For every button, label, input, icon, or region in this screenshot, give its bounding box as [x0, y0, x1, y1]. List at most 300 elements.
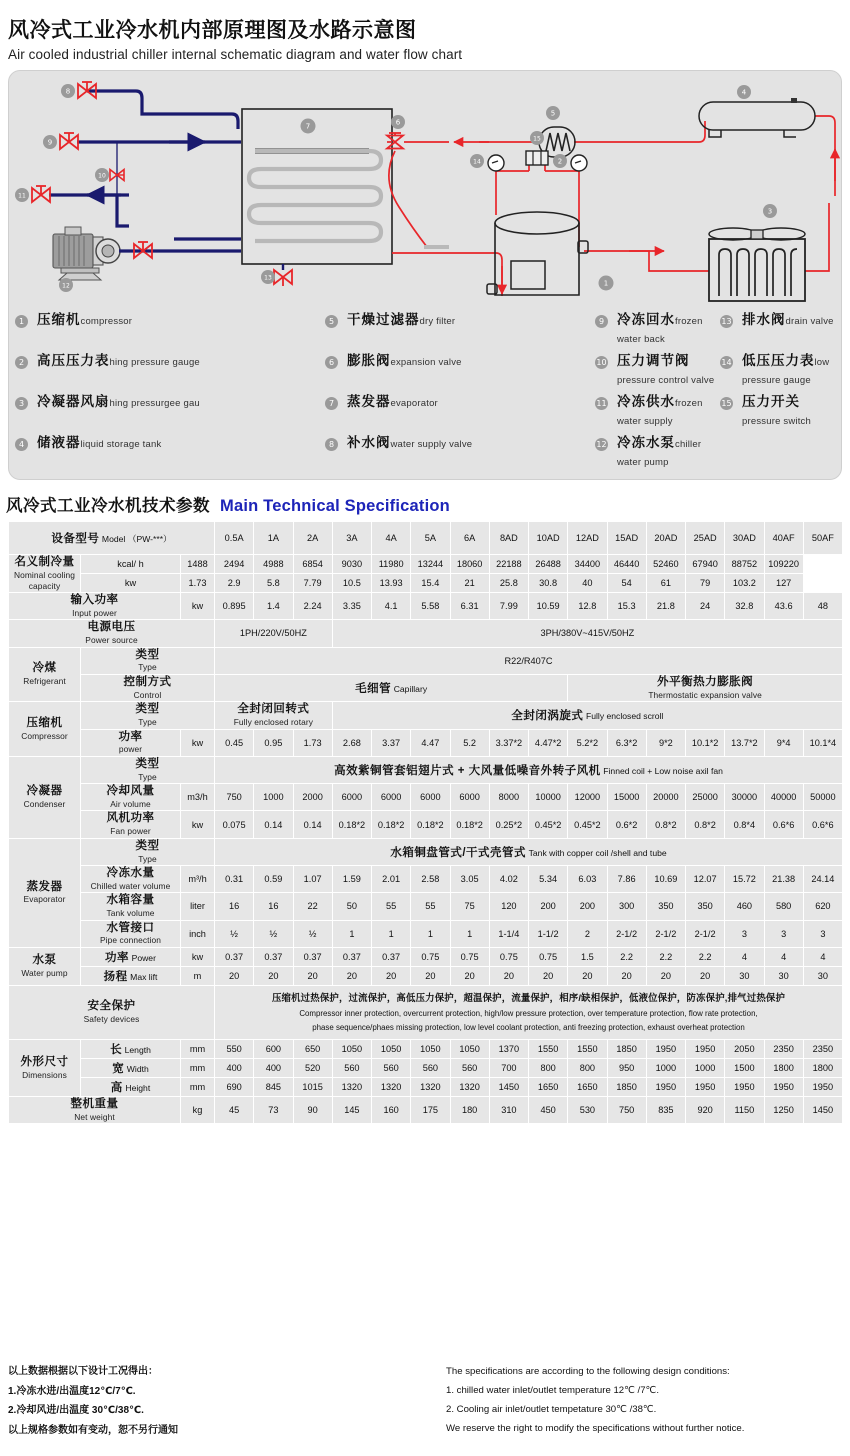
- cooling-kcal-40AF: 88752: [725, 555, 764, 574]
- legend-label-en: expansion valve: [390, 357, 462, 369]
- cooling-kw-8AD: 21: [450, 574, 489, 593]
- model-header-0.5A: 0.5A: [215, 522, 254, 555]
- input-power-6A: 6.31: [450, 593, 489, 620]
- legend-number-icon: 15: [721, 399, 732, 409]
- air-volume-5A: 6000: [411, 784, 450, 811]
- air-volume-8AD: 8000: [489, 784, 528, 811]
- chilled-water-40AF: 21.38: [764, 866, 803, 893]
- net-weight-3A: 145: [332, 1096, 371, 1123]
- max-lift-1A: 20: [254, 966, 293, 985]
- cooling-kw-15AD: 40: [568, 574, 607, 593]
- callout-2: [553, 154, 567, 168]
- pipe-connection-6A: 1: [450, 920, 489, 947]
- legend-label-cn: 排水阀: [742, 312, 786, 328]
- compressor-power-25AD: 10.1*2: [686, 729, 725, 756]
- legend-label-cn: 储液器: [37, 435, 81, 451]
- input-power-50AF: 48: [803, 593, 842, 620]
- legend-number-icon: 5: [325, 315, 338, 328]
- legend-label-en: drain valve: [785, 316, 834, 328]
- table-row: [9, 947, 843, 966]
- pump-power-15AD: 2.2: [607, 947, 646, 966]
- table-row: [9, 574, 843, 593]
- table-row: [9, 866, 843, 893]
- compressor-power-8AD: 3.37*2: [489, 729, 528, 756]
- height-3A: 1320: [332, 1077, 371, 1096]
- high-pressure-gauge: [571, 155, 587, 171]
- chilled-water-0.5A: 0.31: [215, 866, 254, 893]
- spec-title-en: Main Technical Specification: [220, 497, 450, 516]
- max-lift-2A: 20: [293, 966, 332, 985]
- air-volume-20AD: 20000: [646, 784, 685, 811]
- notes-english: [404, 1366, 842, 1444]
- legend-label-en: frozen water supply: [617, 398, 703, 428]
- width-8AD: 700: [489, 1058, 528, 1077]
- note-en-1: 1. chilled water inlet/outlet temperature 12℃ /7℃.: [446, 1384, 659, 1396]
- chilled-water-20AD: 10.69: [646, 866, 685, 893]
- input-power-20AD: 21.8: [646, 593, 685, 620]
- callout-14: [470, 154, 484, 168]
- max-lift-10AD: 20: [529, 966, 568, 985]
- compressor-power-2A: 1.73: [293, 729, 332, 756]
- fan-power-6A: 0.18*2: [450, 811, 489, 838]
- low-pressure-gauge: [488, 155, 504, 171]
- legend-label-cn: 补水阀: [347, 435, 391, 451]
- max-lift-40AF: 30: [764, 966, 803, 985]
- legend-label-cn: 冷冻供水: [617, 394, 675, 410]
- legend-label-cn: 冷冻回水: [617, 312, 675, 328]
- legend-label-cn: 压力调节阀: [617, 353, 690, 369]
- input-power-4A: 4.1: [372, 593, 411, 620]
- chilled-water-6A: 3.05: [450, 866, 489, 893]
- unit-length: mm: [181, 1039, 215, 1058]
- pipe-connection-40AF: 3: [764, 920, 803, 947]
- input-power-0.5A: 0.895: [215, 593, 254, 620]
- cooling-kcal-0.5A: 1488: [181, 555, 215, 574]
- input-power-1A: 1.4: [254, 593, 293, 620]
- air-volume-1A: 1000: [254, 784, 293, 811]
- max-lift-20AD: 20: [646, 966, 685, 985]
- legend-label-en: water supply valve: [390, 439, 473, 451]
- compressor-power-3A: 2.68: [332, 729, 371, 756]
- chiller-water-pump: [53, 227, 120, 280]
- input-power-25AD: 24: [686, 593, 725, 620]
- value-evaporator-type: 水箱铜盘管式/干式壳管式 Tank with copper coil /shell and tube: [215, 838, 843, 865]
- table-row: [9, 784, 843, 811]
- value-power-source-three: 3PH/380V~415V/50HZ: [332, 620, 842, 647]
- chilled-water-3A: 1.59: [332, 866, 371, 893]
- pipe-connection-4A: 1: [372, 920, 411, 947]
- pump-power-6A: 0.75: [450, 947, 489, 966]
- legend-item-liquid-storage-tank: [15, 434, 325, 467]
- width-2A: 520: [293, 1058, 332, 1077]
- value-refrigerant-type: R22/R407C: [215, 647, 843, 674]
- input-power-8AD: 7.99: [489, 593, 528, 620]
- unit-kcal: kcal/ h: [81, 555, 181, 574]
- legend-item-evaporator: [325, 393, 595, 426]
- max-lift-6A: 20: [450, 966, 489, 985]
- model-header-30AD: 30AD: [725, 522, 764, 555]
- footer-notes: [8, 1366, 842, 1444]
- pipe-connection-5A: 1: [411, 920, 450, 947]
- legend-label-cn: 冷凝器风扇: [37, 394, 110, 410]
- group-compressor: 压缩机 Compressor: [9, 702, 81, 757]
- label-pump-power: 功率 Power: [81, 947, 181, 966]
- air-volume-40AF: 40000: [764, 784, 803, 811]
- legend-column-3: [595, 311, 720, 467]
- pipe-connection-15AD: 2-1/2: [607, 920, 646, 947]
- tank-volume-15AD: 300: [607, 893, 646, 920]
- value-safety-devices: 压缩机过热保护，过流保护，高低压力保护，超温保护，流量保护，相序/缺相保护，低液位保护，防冻保护,排气过热保护 Compressor inner protection, overcurrent protection, high/low pressure protection, over temperature protection, flow rate protection, phase sequence/phaes missing protection, low level coolant protection, anti freezing protection, exhaust overheat protection: [215, 985, 843, 1039]
- length-5A: 1050: [411, 1039, 450, 1058]
- legend-label-cn: 干燥过滤器: [347, 312, 420, 328]
- table-row: [9, 593, 843, 620]
- group-refrigerant: 冷煤 Refrigerant: [9, 647, 81, 702]
- group-evaporator: 蒸发器 Evaporator: [9, 838, 81, 947]
- note-en-0: The specifications are according to the following design conditions:: [446, 1366, 730, 1377]
- fan-power-15AD: 0.6*2: [607, 811, 646, 838]
- height-5A: 1320: [411, 1077, 450, 1096]
- table-row: [9, 985, 843, 1039]
- chilled-water-10AD: 5.34: [529, 866, 568, 893]
- tank-volume-2A: 22: [293, 893, 332, 920]
- air-volume-3A: 6000: [332, 784, 371, 811]
- pump-power-12AD: 1.5: [568, 947, 607, 966]
- width-5A: 560: [411, 1058, 450, 1077]
- label-cooling-capacity: 名义制冷量 Nominal cooling capacity: [9, 555, 81, 593]
- note-cn-2: 2.冷却风进/出温度 30℃/38℃.: [8, 1405, 144, 1416]
- fan-power-12AD: 0.45*2: [568, 811, 607, 838]
- model-header-20AD: 20AD: [646, 522, 685, 555]
- pump-power-5A: 0.75: [411, 947, 450, 966]
- pressure-switch: [526, 151, 548, 165]
- chilled-water-2A: 1.07: [293, 866, 332, 893]
- cooling-kcal-10AD: 22188: [489, 555, 528, 574]
- chilled-water-15AD: 7.86: [607, 866, 646, 893]
- height-12AD: 1650: [568, 1077, 607, 1096]
- label-pipe-connection: 水管接口 Pipe connection: [81, 920, 181, 947]
- pipe-connection-30AD: 3: [725, 920, 764, 947]
- pump-power-8AD: 0.75: [489, 947, 528, 966]
- value-condenser-type: 高效紫铜管套铝翅片式 + 大风量低噪音外转子风机 Finned coil + Low noise axil fan: [215, 756, 843, 783]
- model-header-6A: 6A: [450, 522, 489, 555]
- compressor-power-15AD: 6.3*2: [607, 729, 646, 756]
- svg-text:8: 8: [65, 87, 71, 96]
- unit-tank-volume: liter: [181, 893, 215, 920]
- compressor-power-50AF: 10.1*4: [803, 729, 842, 756]
- model-header-15AD: 15AD: [607, 522, 646, 555]
- net-weight-5A: 175: [411, 1096, 450, 1123]
- height-10AD: 1650: [529, 1077, 568, 1096]
- legend-number-icon: 6: [325, 356, 338, 369]
- length-2A: 650: [293, 1039, 332, 1058]
- legend-item-high-pressure-gauge: [15, 352, 325, 385]
- max-lift-8AD: 20: [489, 966, 528, 985]
- legend-label-cn: 高压压力表: [37, 353, 110, 369]
- length-15AD: 1850: [607, 1039, 646, 1058]
- svg-text:7: 7: [305, 122, 311, 131]
- width-20AD: 1000: [646, 1058, 685, 1077]
- label-compressor-type: 类型 Type: [81, 702, 215, 729]
- page-header: [0, 0, 850, 62]
- compressor-power-1A: 0.95: [254, 729, 293, 756]
- model-header-12AD: 12AD: [568, 522, 607, 555]
- width-30AD: 1500: [725, 1058, 764, 1077]
- label-length: 长 Length: [81, 1039, 181, 1058]
- legend-number-icon: 14: [721, 358, 732, 368]
- input-power-5A: 5.58: [411, 593, 450, 620]
- max-lift-30AD: 30: [725, 966, 764, 985]
- legend-number-icon: 1: [15, 315, 28, 328]
- tank-volume-5A: 55: [411, 893, 450, 920]
- max-lift-3A: 20: [332, 966, 371, 985]
- input-power-15AD: 15.3: [607, 593, 646, 620]
- liquid-storage-tank: [699, 98, 815, 137]
- cooling-kw-12AD: 30.8: [529, 574, 568, 593]
- table-row: [9, 555, 843, 574]
- label-width: 宽 Width: [81, 1058, 181, 1077]
- fan-power-0.5A: 0.075: [215, 811, 254, 838]
- table-row: [9, 756, 843, 783]
- svg-text:4: 4: [741, 88, 747, 97]
- spec-section-title: [6, 492, 850, 516]
- table-row: [9, 729, 843, 756]
- net-weight-6A: 180: [450, 1096, 489, 1123]
- pipe-connection-0.5A: ½: [215, 920, 254, 947]
- legend-label-cn: 低压压力表: [742, 353, 815, 369]
- value-control-tev: 外平衡热力膨胀阀 Thermostatic expansion valve: [568, 674, 843, 701]
- unit-kw-compressor: kw: [181, 729, 215, 756]
- input-power-2A: 2.24: [293, 593, 332, 620]
- table-row: [9, 966, 843, 985]
- chilled-water-8AD: 4.02: [489, 866, 528, 893]
- unit-fan-power: kw: [181, 811, 215, 838]
- label-evaporator-type: 类型 Type: [81, 838, 215, 865]
- pipe-connection-50AF: 3: [803, 920, 842, 947]
- model-header-10AD: 10AD: [529, 522, 568, 555]
- callout-15: [530, 131, 544, 145]
- label-air-volume: 冷却风量 Air volume: [81, 784, 181, 811]
- length-8AD: 1370: [489, 1039, 528, 1058]
- input-power-30AD: 32.8: [725, 593, 764, 620]
- legend-number-icon: 3: [15, 397, 28, 410]
- cooling-kw-1A: 2.9: [215, 574, 254, 593]
- water-circuit-2: [117, 195, 241, 239]
- max-lift-12AD: 20: [568, 966, 607, 985]
- net-weight-12AD: 530: [568, 1096, 607, 1123]
- cooling-kcal-25AD: 52460: [646, 555, 685, 574]
- diagram-legend: [15, 311, 835, 467]
- callout-12: [59, 278, 73, 292]
- table-row: [9, 674, 843, 701]
- air-volume-30AD: 30000: [725, 784, 764, 811]
- cooling-kw-6A: 15.4: [411, 574, 450, 593]
- cooling-kcal-15AD: 34400: [568, 555, 607, 574]
- cooling-kcal-2A: 4988: [254, 555, 293, 574]
- cooling-kcal-30AD: 67940: [686, 555, 725, 574]
- net-weight-1A: 73: [254, 1096, 293, 1123]
- max-lift-50AF: 30: [803, 966, 842, 985]
- unit-pipe-connection: inch: [181, 920, 215, 947]
- length-0.5A: 550: [215, 1039, 254, 1058]
- input-power-10AD: 10.59: [529, 593, 568, 620]
- model-header-2A: 2A: [293, 522, 332, 555]
- value-power-source-single: 1PH/220V/50HZ: [215, 620, 333, 647]
- tank-volume-40AF: 580: [764, 893, 803, 920]
- svg-text:12: 12: [62, 282, 70, 290]
- callout-11: [15, 188, 29, 202]
- label-refrigerant-type: 类型 Type: [81, 647, 215, 674]
- pump-power-2A: 0.37: [293, 947, 332, 966]
- callout-4: [737, 85, 751, 99]
- chilled-water-4A: 2.01: [372, 866, 411, 893]
- cooling-kw-25AD: 61: [646, 574, 685, 593]
- pump-power-40AF: 4: [764, 947, 803, 966]
- cooling-kcal-8AD: 18060: [450, 555, 489, 574]
- pipe-connection-12AD: 2: [568, 920, 607, 947]
- unit-kw-input: kw: [181, 593, 215, 620]
- tank-volume-1A: 16: [254, 893, 293, 920]
- fan-power-40AF: 0.6*6: [764, 811, 803, 838]
- chilled-water-25AD: 12.07: [686, 866, 725, 893]
- tank-volume-4A: 55: [372, 893, 411, 920]
- compressor-power-12AD: 5.2*2: [568, 729, 607, 756]
- air-volume-25AD: 25000: [686, 784, 725, 811]
- length-20AD: 1950: [646, 1039, 685, 1058]
- legend-number-icon: 9: [595, 315, 608, 328]
- legend-number-icon: 2: [15, 356, 28, 369]
- svg-text:1: 1: [603, 279, 609, 288]
- svg-text:14: 14: [473, 158, 481, 166]
- callout-1: [599, 276, 614, 291]
- legend-number-icon: 12: [596, 440, 607, 450]
- fan-power-50AF: 0.6*6: [803, 811, 842, 838]
- legend-label-en: pressure switch: [742, 416, 811, 428]
- height-50AF: 1950: [803, 1077, 842, 1096]
- pump-power-30AD: 4: [725, 947, 764, 966]
- legend-number-icon: 8: [325, 438, 338, 451]
- value-compressor-rotary: 全封闭回转式 Fully enclosed rotary: [215, 702, 333, 729]
- tank-volume-50AF: 620: [803, 893, 842, 920]
- length-50AF: 2350: [803, 1039, 842, 1058]
- tank-volume-3A: 50: [332, 893, 371, 920]
- condenser-fan-unit: [709, 228, 805, 301]
- label-condenser-type: 类型 Type: [81, 756, 215, 783]
- net-weight-50AF: 1450: [803, 1096, 842, 1123]
- net-weight-8AD: 310: [489, 1096, 528, 1123]
- pipe-connection-2A: ½: [293, 920, 332, 947]
- callout-9: [43, 135, 57, 149]
- height-15AD: 1850: [607, 1077, 646, 1096]
- max-lift-15AD: 20: [607, 966, 646, 985]
- legend-item-pressure-switch: [720, 393, 835, 426]
- net-weight-2A: 90: [293, 1096, 332, 1123]
- pump-power-50AF: 4: [803, 947, 842, 966]
- model-header-1A: 1A: [254, 522, 293, 555]
- label-safety-devices: 安全保护 Safety devices: [9, 985, 215, 1039]
- air-volume-2A: 2000: [293, 784, 332, 811]
- table-row: [9, 522, 843, 555]
- legend-item-frozen-water-back: [595, 311, 720, 344]
- length-40AF: 2350: [764, 1039, 803, 1058]
- net-weight-4A: 160: [372, 1096, 411, 1123]
- group-water-pump: 水泵 Water pump: [9, 947, 81, 985]
- tank-volume-25AD: 350: [686, 893, 725, 920]
- callout-10: [95, 168, 109, 182]
- input-power-40AF: 43.6: [764, 593, 803, 620]
- diagram-callouts: [15, 84, 777, 292]
- length-25AD: 1950: [686, 1039, 725, 1058]
- tank-volume-6A: 75: [450, 893, 489, 920]
- svg-text:10: 10: [98, 172, 106, 180]
- net-weight-10AD: 450: [529, 1096, 568, 1123]
- unit-height: mm: [181, 1077, 215, 1096]
- max-lift-5A: 20: [411, 966, 450, 985]
- table-row: [9, 702, 843, 729]
- length-1A: 600: [254, 1039, 293, 1058]
- width-40AF: 1800: [764, 1058, 803, 1077]
- fan-power-2A: 0.14: [293, 811, 332, 838]
- technical-specification-table: [8, 521, 843, 1124]
- label-power-source: 电源电压 Power source: [9, 620, 215, 647]
- width-15AD: 950: [607, 1058, 646, 1077]
- pump-power-0.5A: 0.37: [215, 947, 254, 966]
- schematic-diagram-panel: [8, 70, 842, 480]
- svg-text:2: 2: [557, 157, 563, 166]
- chilled-water-1A: 0.59: [254, 866, 293, 893]
- width-25AD: 1000: [686, 1058, 725, 1077]
- group-dimensions: 外形尺寸 Dimensions: [9, 1039, 81, 1096]
- legend-label-cn: 蒸发器: [347, 394, 391, 410]
- callout-7: [301, 119, 316, 134]
- legend-label-en: frozen water back: [617, 316, 703, 346]
- height-40AF: 1950: [764, 1077, 803, 1096]
- svg-text:15: 15: [533, 135, 541, 143]
- air-volume-0.5A: 750: [215, 784, 254, 811]
- legend-item-water-supply-valve: [325, 434, 595, 467]
- legend-number-icon: 4: [15, 438, 28, 451]
- cooling-kcal-4A: 9030: [332, 555, 371, 574]
- label-refrigerant-control: 控制方式 Control: [81, 674, 215, 701]
- model-header-8AD: 8AD: [489, 522, 528, 555]
- table-row: [9, 893, 843, 920]
- fan-power-10AD: 0.45*2: [529, 811, 568, 838]
- fan-power-8AD: 0.25*2: [489, 811, 528, 838]
- compressor-power-10AD: 4.47*2: [529, 729, 568, 756]
- table-row: [9, 811, 843, 838]
- width-50AF: 1800: [803, 1058, 842, 1077]
- chiller-schematic-svg: [9, 71, 843, 307]
- model-header-3A: 3A: [332, 522, 371, 555]
- cooling-kw-20AD: 54: [607, 574, 646, 593]
- air-volume-15AD: 15000: [607, 784, 646, 811]
- cooling-kcal-3A: 6854: [293, 555, 332, 574]
- legend-item-low-pressure-gauge: [720, 352, 835, 385]
- length-30AD: 2050: [725, 1039, 764, 1058]
- note-cn-1: 1.冷冻水进/出温度12℃/7℃.: [8, 1385, 136, 1397]
- model-header-4A: 4A: [372, 522, 411, 555]
- chilled-water-12AD: 6.03: [568, 866, 607, 893]
- legend-label-en: low pressure gauge: [742, 357, 830, 387]
- tank-volume-0.5A: 16: [215, 893, 254, 920]
- legend-columns-3-4: [595, 311, 835, 467]
- length-12AD: 1550: [568, 1039, 607, 1058]
- length-10AD: 1550: [529, 1039, 568, 1058]
- notes-chinese: [8, 1366, 404, 1444]
- pipe-connection-8AD: 1-1/4: [489, 920, 528, 947]
- compressor-power-0.5A: 0.45: [215, 729, 254, 756]
- compressor-power-4A: 3.37: [372, 729, 411, 756]
- legend-item-compressor: [15, 311, 325, 344]
